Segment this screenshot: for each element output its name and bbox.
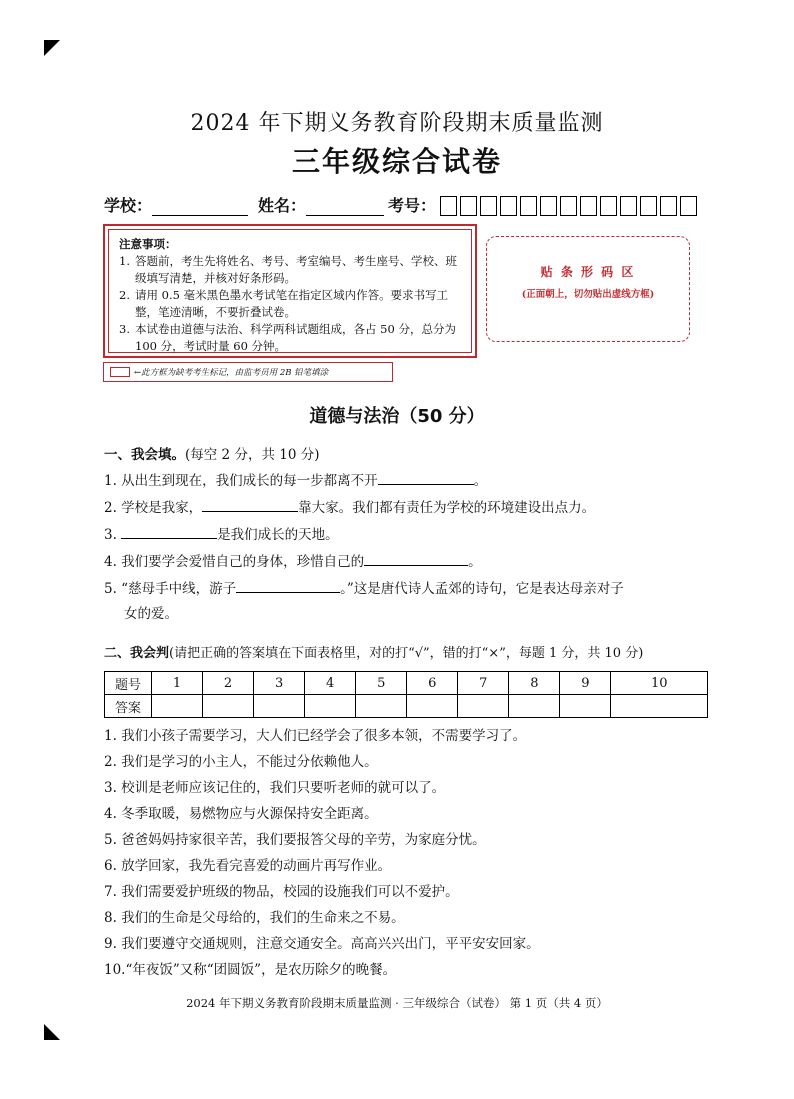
table-header-cell: 题号 xyxy=(105,672,152,695)
question-number-cell: 4 xyxy=(305,672,356,695)
notice-title: 注意事项： xyxy=(119,237,177,251)
question-number-cell: 7 xyxy=(458,672,509,695)
exam-title: 2024 年下期义务教育阶段期末质量监测 xyxy=(190,111,604,136)
answer-cell[interactable] xyxy=(356,695,407,718)
answer-cell[interactable] xyxy=(458,695,509,718)
judge-statement: 2. 我们是学习的小主人，不能过分依赖他人。 xyxy=(104,754,378,770)
fill-question: 2. 学校是我家， 靠大家。我们都有责任为学校的环境建设出点力。 xyxy=(104,497,704,517)
table-header-cell: 答案 xyxy=(105,695,152,718)
answer-cell[interactable] xyxy=(305,695,356,718)
table-row xyxy=(105,672,708,695)
school-label: 学校： xyxy=(104,196,153,215)
name-label: 姓名： xyxy=(258,196,307,215)
answer-cell[interactable] xyxy=(254,695,305,718)
answer-cell[interactable] xyxy=(152,695,203,718)
question-number-cell: 1 xyxy=(152,672,203,695)
fill-question: 4. 我们要学会爱惜自己的身体，珍惜自己的 。 xyxy=(104,551,704,571)
exam-number-boxes[interactable] xyxy=(440,196,700,216)
answer-cell[interactable] xyxy=(611,695,708,718)
name-field[interactable] xyxy=(306,199,384,216)
fill-question: 5. “慈母手中线，游子 。”这是唐代诗人孟郊的诗句，它是表达母亲对子 xyxy=(104,578,704,598)
question-number-cell: 9 xyxy=(560,672,611,695)
barcode-label: 贴 条 形 码 区 xyxy=(540,265,636,279)
table-row xyxy=(105,695,708,718)
fill-question-continued: 女的爱。 xyxy=(124,606,178,622)
question-number-cell: 5 xyxy=(356,672,407,695)
judge-statement: 4. 冬季取暖，易燃物应与火源保持安全距离。 xyxy=(104,806,378,822)
judge-statement: 6. 放学回家，我先看完喜爱的动画片再写作业。 xyxy=(104,858,392,874)
answer-blank[interactable] xyxy=(236,578,340,593)
absent-mark-note: ←此方框为缺考考生标记，由监考员用 2B 铅笔填涂 xyxy=(103,362,393,382)
answer-blank[interactable] xyxy=(364,551,468,566)
question-number-cell: 10 xyxy=(611,672,708,695)
judge-statement: 1. 我们小孩子需要学习，大人们已经学会了很多本领，不需要学习了。 xyxy=(104,728,527,744)
barcode-hint: (正面朝上，切勿贴出虚线方框) xyxy=(521,289,655,300)
answer-table xyxy=(104,671,708,718)
absent-mark-box[interactable] xyxy=(110,367,130,377)
question-number-cell: 8 xyxy=(509,672,560,695)
part2-heading: 二、我会判(请把正确的答案填在下面表格里，对的打“√”，错的打“×”，每题 1 分，共 10 分) xyxy=(104,646,644,661)
exam-number-label: 考号： xyxy=(388,196,437,215)
part1-heading: 一、我会填。(每空 2 分，共 10 分) xyxy=(104,447,320,463)
section-title: 道德与法治（50 分） xyxy=(309,406,485,427)
question-number-cell: 2 xyxy=(203,672,254,695)
question-number-cell: 6 xyxy=(407,672,458,695)
answer-cell[interactable] xyxy=(203,695,254,718)
answer-cell[interactable] xyxy=(560,695,611,718)
judge-statement: 3. 校训是老师应该记住的，我们只要听老师的就可以了。 xyxy=(104,780,446,796)
notice-item: 3. 本试卷由道德与法治、科学两科试题组成，各占 50 分，总分为 100 分，考试时量 60 分钟。 xyxy=(119,322,456,353)
corner-mark-top-left xyxy=(44,40,60,56)
notice-item: 2. 请用 0.5 毫米黑色墨水考试笔在指定区域内作答。要求书写工整，笔迹清晰，不要折叠试卷。 xyxy=(119,288,449,319)
corner-mark-bottom-left xyxy=(44,1024,60,1040)
school-field[interactable] xyxy=(152,199,248,216)
answer-blank[interactable] xyxy=(378,470,474,485)
judge-statement: 10.“年夜饭”又称“团圆饭”，是农历除夕的晚餐。 xyxy=(104,962,397,978)
page-footer: 2024 年下期义务教育阶段期末质量监测 · 三年级综合（试卷） 第 1 页（共 4 页） xyxy=(186,996,608,1010)
judge-statement: 9. 我们要遵守交通规则，注意交通安全。高高兴兴出门，平平安安回家。 xyxy=(104,936,540,952)
judge-statement: 8. 我们的生命是父母给的，我们的生命来之不易。 xyxy=(104,910,405,926)
barcode-area xyxy=(486,236,690,342)
question-number-cell: 3 xyxy=(254,672,305,695)
fill-question: 1. 从出生到现在，我们成长的每一步都离不开 。 xyxy=(104,470,704,490)
answer-blank[interactable] xyxy=(121,524,217,539)
notice-item: 1. 答题前，考生先将姓名、考号、考室编号、考生座号、学校、班级填写清楚，并核对好条形码。 xyxy=(119,254,457,285)
judge-statement: 5. 爸爸妈妈持家很辛苦，我们要报答父母的辛劳，为家庭分忧。 xyxy=(104,832,486,848)
fill-question: 3. 是我们成长的天地。 xyxy=(104,524,704,544)
notice-box xyxy=(103,224,477,358)
answer-blank[interactable] xyxy=(202,497,298,512)
judge-statement: 7. 我们需要爱护班级的物品，校园的设施我们可以不爱护。 xyxy=(104,884,459,900)
answer-cell[interactable] xyxy=(509,695,560,718)
student-info-row xyxy=(104,190,700,216)
answer-cell[interactable] xyxy=(407,695,458,718)
paper-title: 三年级综合试卷 xyxy=(291,145,502,178)
